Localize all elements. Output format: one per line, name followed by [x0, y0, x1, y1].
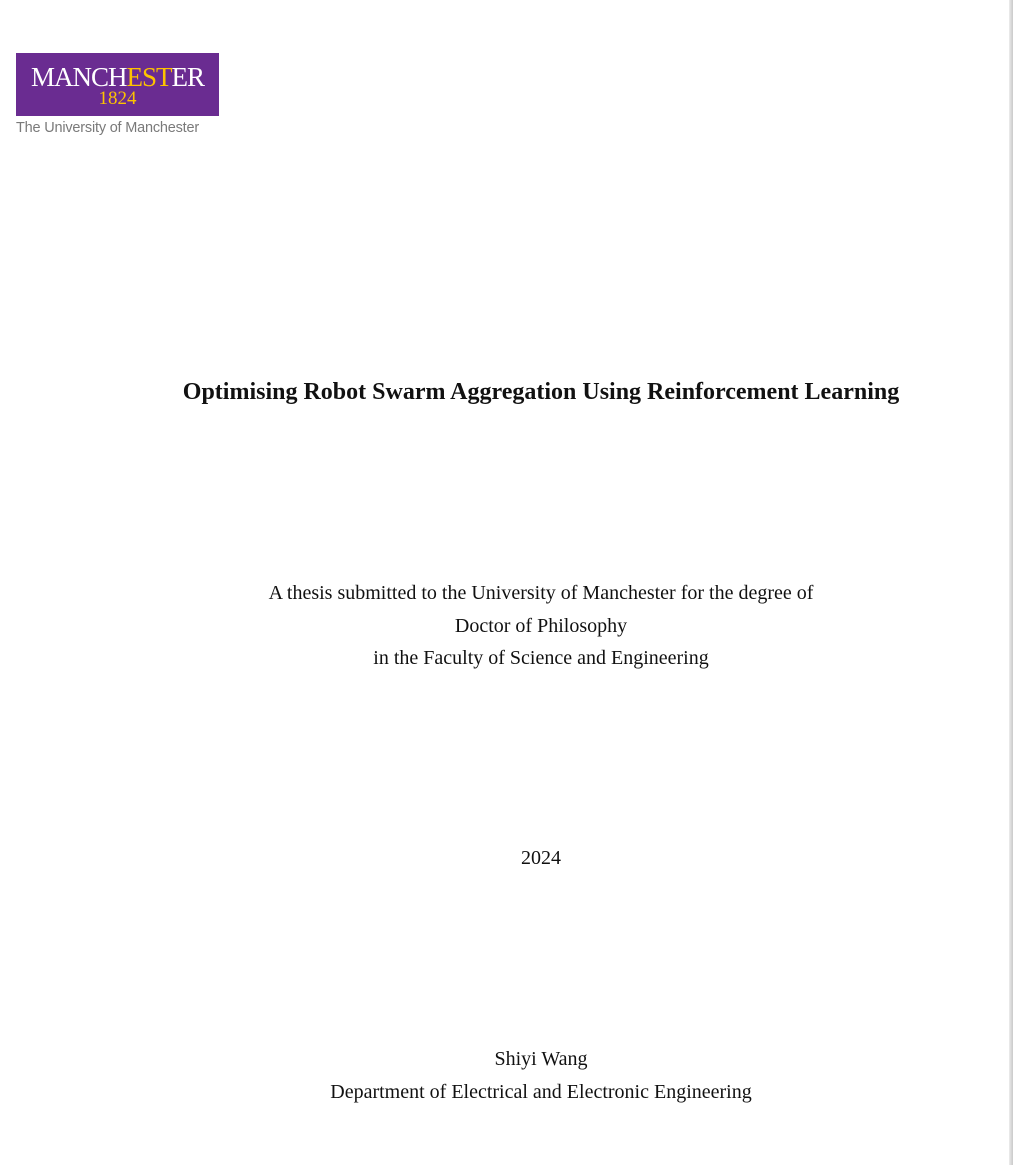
year-text: 2024 — [521, 847, 561, 869]
submission-statement — [0, 577, 1013, 675]
thesis-title: Optimising Robot Swarm Aggregation Using Reinforcement Learning — [182, 379, 900, 405]
logo-box — [16, 53, 219, 116]
logo-subtitle: The University of Manchester — [16, 120, 199, 136]
department-name: Department of Electrical and Electronic Engineering — [330, 1080, 752, 1103]
university-logo — [16, 53, 220, 136]
thesis-year — [0, 842, 1013, 875]
logo-wordmark-part: ER — [171, 62, 205, 92]
logo-wordmark-part: EST — [126, 62, 172, 92]
author-name: Shiyi Wang — [494, 1048, 588, 1070]
author-block — [0, 1043, 1013, 1108]
logo-year: 1824 — [98, 88, 137, 109]
faculty-line: in the Faculty of Science and Engineering — [373, 647, 709, 669]
degree-line: Doctor of Philosophy — [454, 614, 628, 637]
logo-wordmark-part: MANCH — [30, 62, 127, 92]
submission-line: A thesis submitted to the University of Manchester for the degree of — [268, 582, 814, 604]
